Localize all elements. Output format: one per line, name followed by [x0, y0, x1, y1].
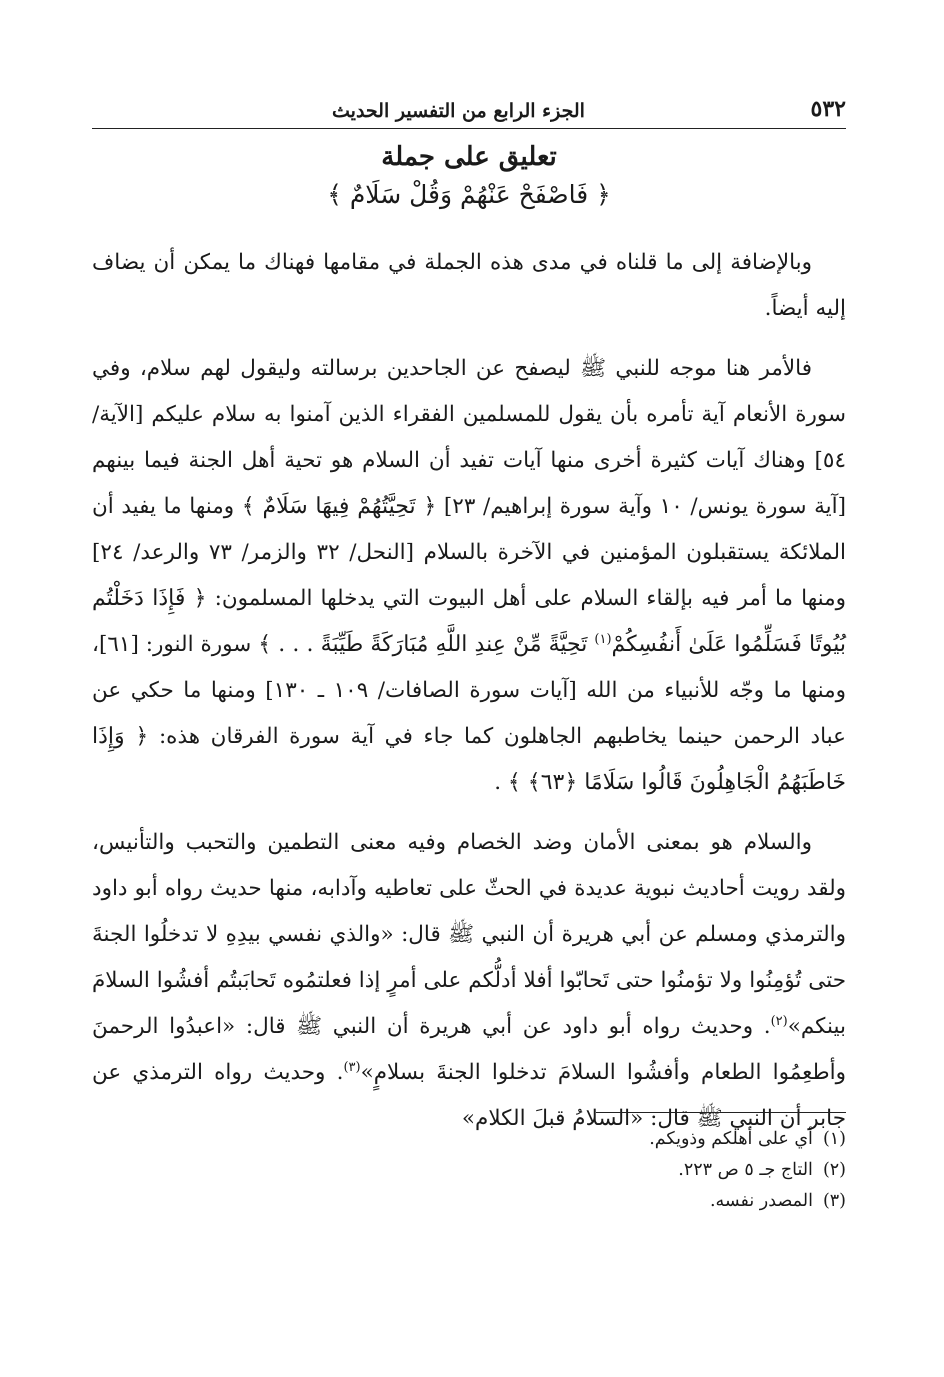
paragraph-2-end: . [494, 770, 502, 795]
paragraph-2 [92, 346, 846, 806]
paragraph-2-text-a: فالأمر هنا موجه للنبي ﷺ ليصفح عن الجاحدين برسالته وليقول لهم سلام، وفي سورة الأنعام آية تأمره بأن يقول للمسلمين الفقراء الذين آمنوا به سلام عليكم [الآية/ ٥٤] وهناك آيات كثيرة أخرى منها آيات تفيد أن السلام هو تحية أهل الجنة فيما بينهم [آية سورة يونس/ ١٠ وآية سورة إبراهيم/ ٢٣] [92, 356, 846, 519]
paragraph-3 [92, 820, 846, 1142]
paragraph-3-text-a: والسلام هو بمعنى الأمان وضد الخصام وفيه معنى التطمين والتحبب والتأنيس، ولقد رويت أحاديث نبوية عديدة في الحثّ على تعاطيه وآدابه، منها حديث رواه أبو داود والترمذي ومسلم عن أبي هريرة أن النبي ﷺ قال: «والذي نفسي بيدِهِ لا تدخلُوا الجنةَ حتى تُؤمِنُوا ولا تؤمنُوا حتى تَحابّوا أفلا أدلُّكم على أمرٍ إذا فعلتمُوه تَحابَبتُم أفشُوا السلامَ بينكم» [92, 830, 846, 1039]
body-text [92, 240, 846, 1156]
footnote-text: المصدر نفسه. [709, 1191, 813, 1211]
footnote-ref-2: (٢) [770, 1013, 788, 1029]
paragraph-3-text-c: . وحديث رواه الترمذي عن جابر أن النبي ﷺ قال: «السلامُ قبلَ الكلام» [92, 1060, 846, 1131]
running-title: الجزء الرابع من التفسير الحديث [332, 100, 585, 122]
paragraph-1-text: وبالإضافة إلى ما قلناه في مدى هذه الجملة في مقامها فهناك ما يمكن أن يضاف إليه أيضاً. [92, 250, 846, 321]
section-verse: ﴿ فَاصْفَحْ عَنْهُمْ وَقُلْ سَلَامٌ ﴾ [327, 180, 611, 209]
running-header [92, 88, 846, 122]
footnotes [92, 1124, 846, 1217]
footnote-mark: (٣) [822, 1191, 846, 1211]
footnote-rule [596, 1112, 846, 1113]
footnote-2 [92, 1155, 846, 1186]
paragraph-1 [92, 240, 846, 332]
quran-verse-4: ﴿ وَإِذَا خَاطَبَهُمُ الْجَاهِلُونَ قَالُوا سَلَامًا ﴿٦٣﴾ ﴾ [92, 724, 846, 795]
document-page [92, 0, 846, 1377]
footnote-3 [92, 1186, 846, 1217]
footnote-mark: (٢) [822, 1160, 846, 1180]
quran-verse-2: ﴿ فَإِذَا دَخَلْتُم بُيُوتًا فَسَلِّمُوا عَلَىٰ أَنفُسِكُمْ [92, 586, 847, 657]
page-number: ٥٣٢ [810, 96, 846, 122]
footnote-1 [92, 1124, 846, 1155]
paragraph-3-text-b: . وحديث رواه أبو داود عن أبي هريرة أن النبي ﷺ قال: «اعبدُوا الرحمنَ وأطعِمُوا الطعام وأفشُوا السلامَ تدخلوا الجنةَ بسلامٍ» [92, 1014, 846, 1085]
footnote-ref-3: (٣) [343, 1059, 361, 1075]
footnote-ref-1: (١) [594, 631, 612, 647]
paragraph-2-text-c: سورة النور: [٦١]، ومنها ما وجّه للأنبياء من الله [آيات سورة الصافات/ ١٠٩ ـ ١٣٠] ومنها ما حكي عن عباد الرحمن حينما يخاطبهم الجاهلون كما جاء في آية سورة الفرقان هذه: [92, 632, 846, 749]
footnote-text: التاج جـ ٥ ص ٢٢٣. [678, 1160, 813, 1180]
paragraph-2-text-b: ومنها ما يفيد أن الملائكة يستقبلون المؤمنين في الآخرة بالسلام [النحل/ ٣٢ والزمر/ ٧٣ والرعد/ ٢٤] ومنها ما أمر فيه بإلقاء السلام على أهل البيوت التي يدخلها المسلمون: [92, 494, 847, 611]
quran-verse-1: ﴿ تَحِيَّتُهُمْ فِيهَا سَلَامٌ ﴾ [241, 494, 437, 519]
footnote-mark: (١) [822, 1129, 846, 1149]
quran-verse-3: تَحِيَّةً مِّنْ عِندِ اللَّهِ مُبَارَكَةً طَيِّبَةً . . . ﴾ [258, 632, 588, 657]
header-rule [92, 128, 846, 129]
section-title: تعليق على جملة [381, 142, 557, 172]
footnote-text: أي على أهلكم وذويكم. [649, 1129, 813, 1149]
